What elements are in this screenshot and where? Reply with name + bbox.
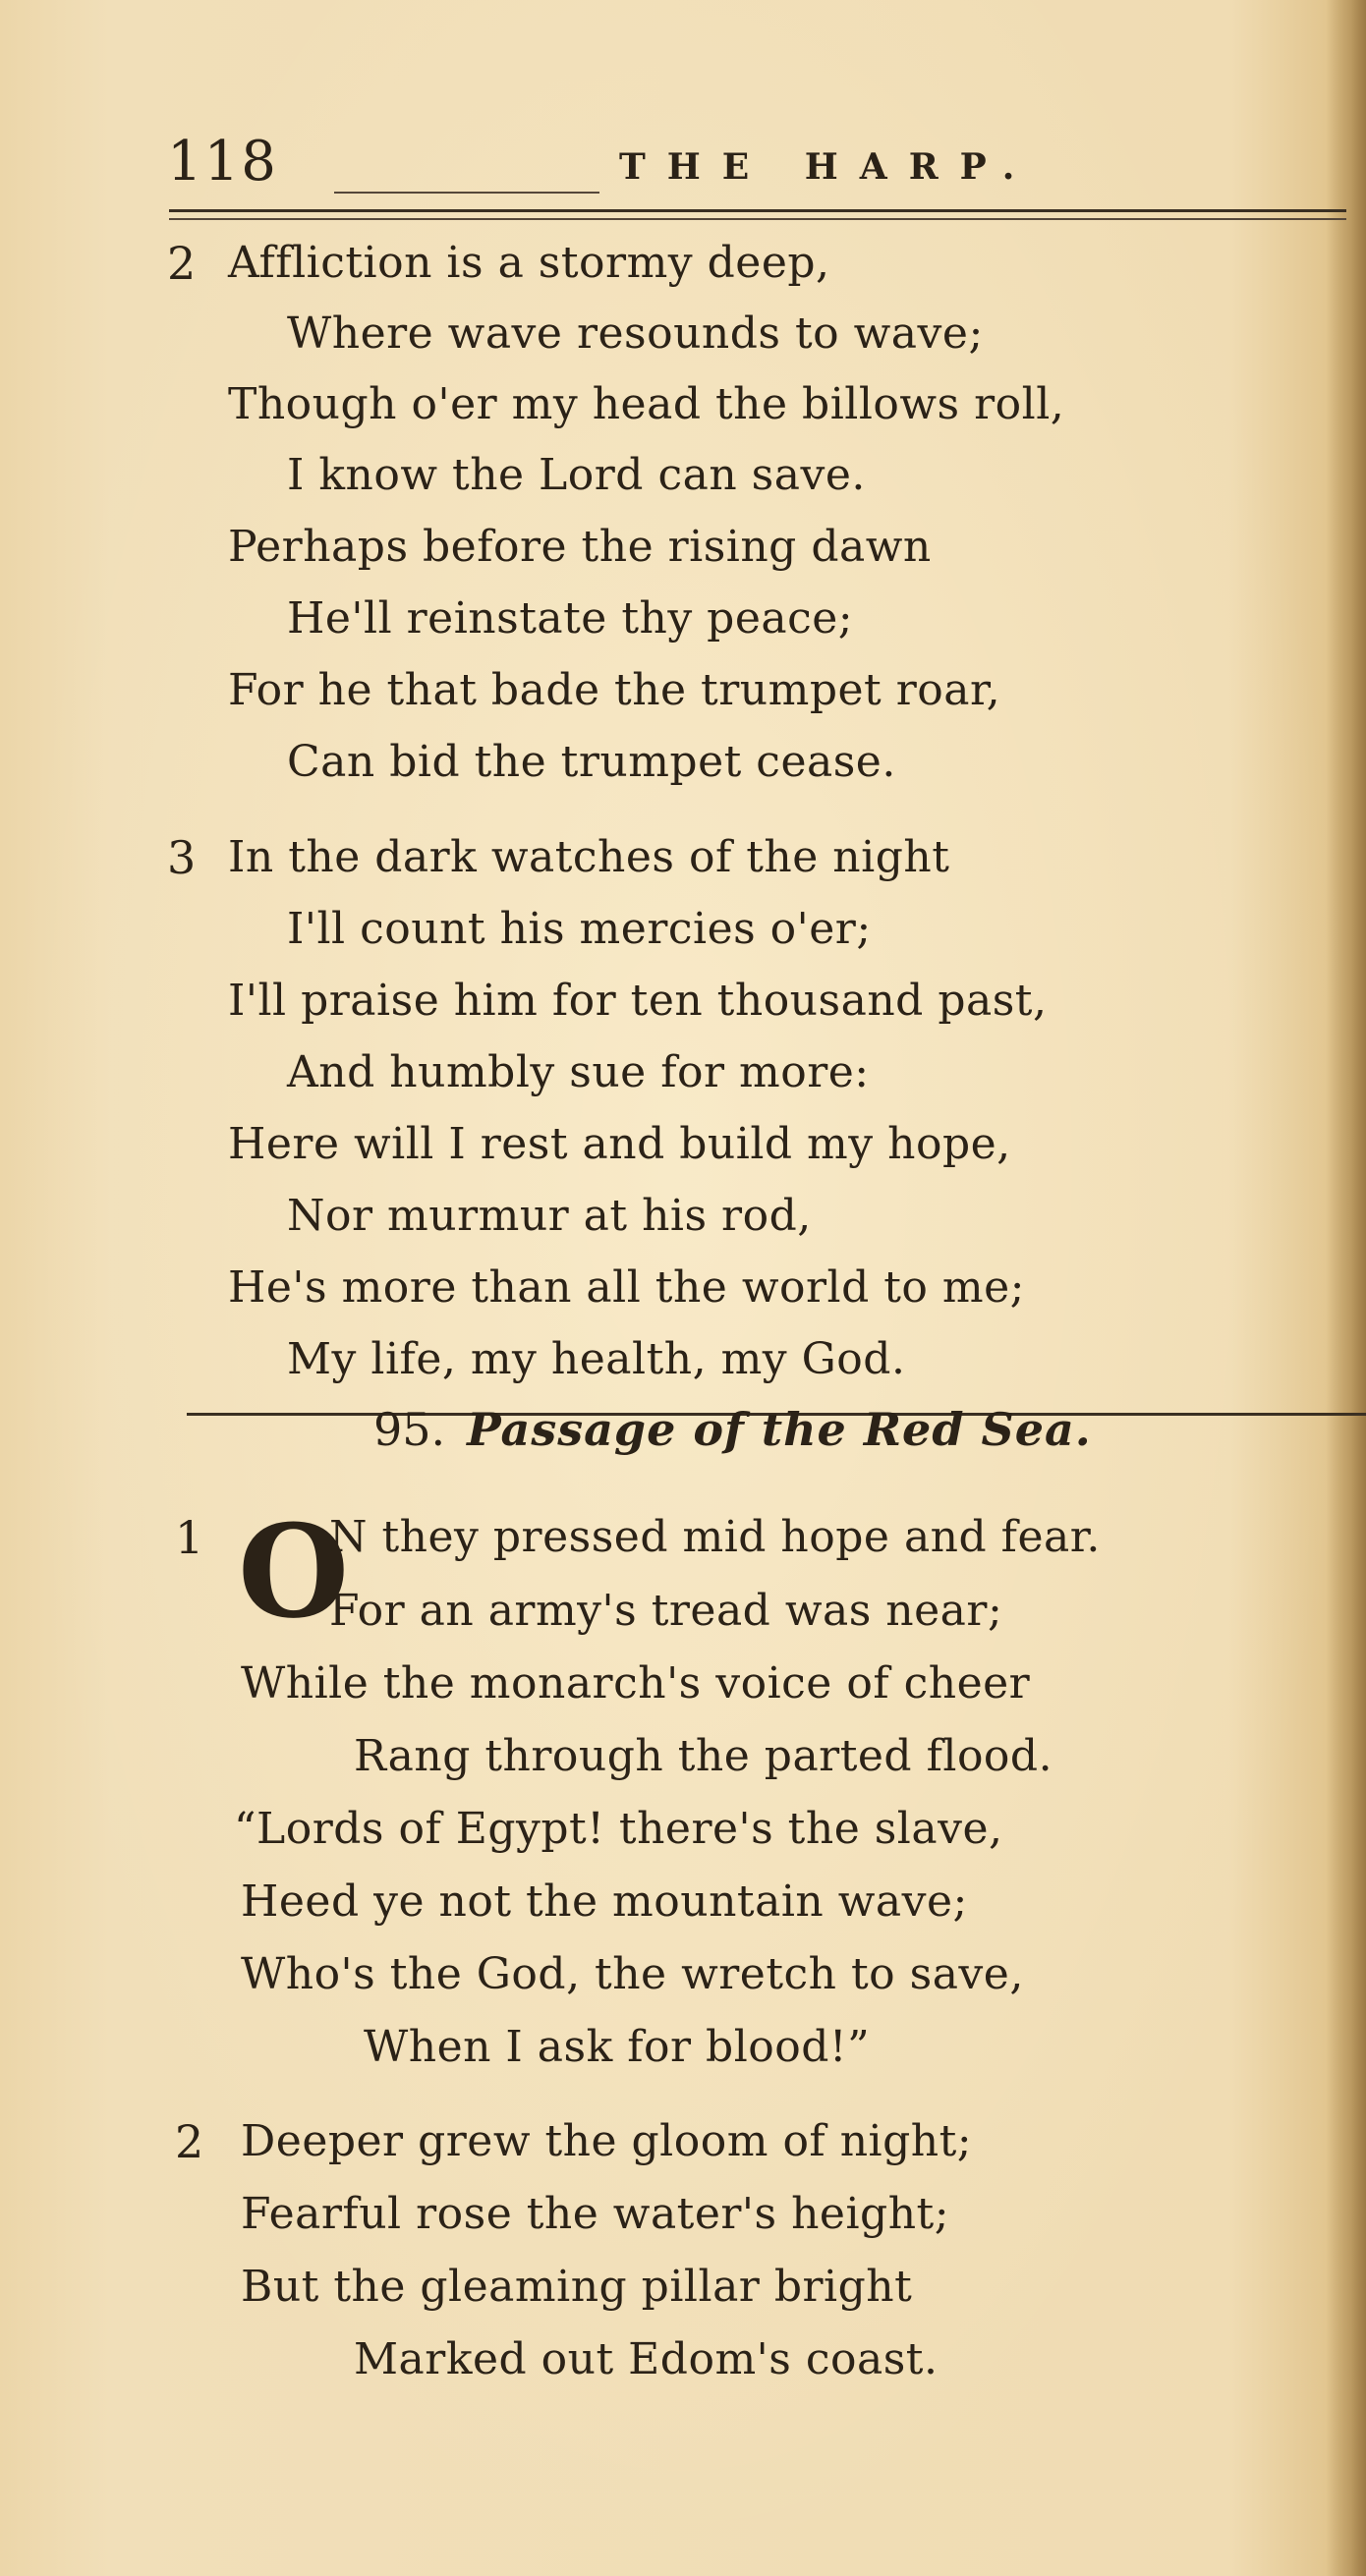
verse-line: He's more than all the world to me; [228,1262,1025,1313]
verse-line: Though o'er my head the billows roll, [228,379,1065,429]
verse-line: Perhaps before the rising dawn [228,522,932,572]
header-rule [169,209,1346,212]
verse-line: I'll praise him for ten thousand past, [228,976,1048,1026]
verse-line: Heed ye not the mountain wave; [241,1876,968,1927]
verse-line: In the dark watches of the night [228,832,950,882]
verse-line: Marked out Edom's coast. [354,2334,939,2384]
stanza-number: 1 [175,1511,204,1564]
verse-line: For an army's tread was near; [329,1586,1003,1636]
verse-line: Affliction is a stormy deep, [228,238,830,288]
stanza-number: 3 [167,831,197,884]
page-number: 118 [167,130,278,194]
verse-line: I'll count his mercies o'er; [287,904,872,954]
verse-line: And humbly sue for more: [287,1047,870,1097]
verse-line: For he that bade the trumpet roar, [228,665,1001,715]
verse-line: When I ask for blood!” [364,2022,871,2072]
header-rule-lower [169,218,1346,220]
verse-line: Deeper grew the gloom of night; [241,2116,973,2166]
verse-line: Who's the God, the wretch to save, [241,1949,1024,1999]
hymn-number: 95. [373,1403,446,1456]
stanza-number: 2 [167,237,197,290]
verse-line: My life, my health, my God. [287,1334,906,1384]
verse-line: Where wave resounds to wave; [287,308,984,359]
verse-line: He'll reinstate thy peace; [287,593,854,644]
drop-cap: O [238,1496,350,1647]
page-header [167,128,1287,196]
verse-line: I know the Lord can save. [287,450,866,500]
verse-line: Can bid the trumpet cease. [287,737,896,787]
hymn-heading [373,1400,1092,1459]
verse-line: Here will I rest and build my hope, [228,1119,1011,1169]
running-title: THE HARP. [619,146,1037,188]
verse-line: But the gleaming pillar bright [241,2262,913,2312]
verse-line: N they pressed mid hope and fear. [329,1512,1101,1562]
verse-line: While the monarch's voice of cheer [241,1658,1031,1708]
page-edge-shadow [1327,0,1366,2576]
verse-line: “Lords of Egypt! there's the slave, [234,1804,1003,1854]
hymn-title: Passage of the Red Sea. [467,1403,1092,1456]
verse-line: Fearful rose the water's height; [241,2189,950,2239]
stanza-number: 2 [175,2115,204,2168]
header-rule-short [334,192,599,194]
verse-line: Nor murmur at his rod, [287,1191,812,1241]
verse-line: Rang through the parted flood. [354,1731,1053,1781]
